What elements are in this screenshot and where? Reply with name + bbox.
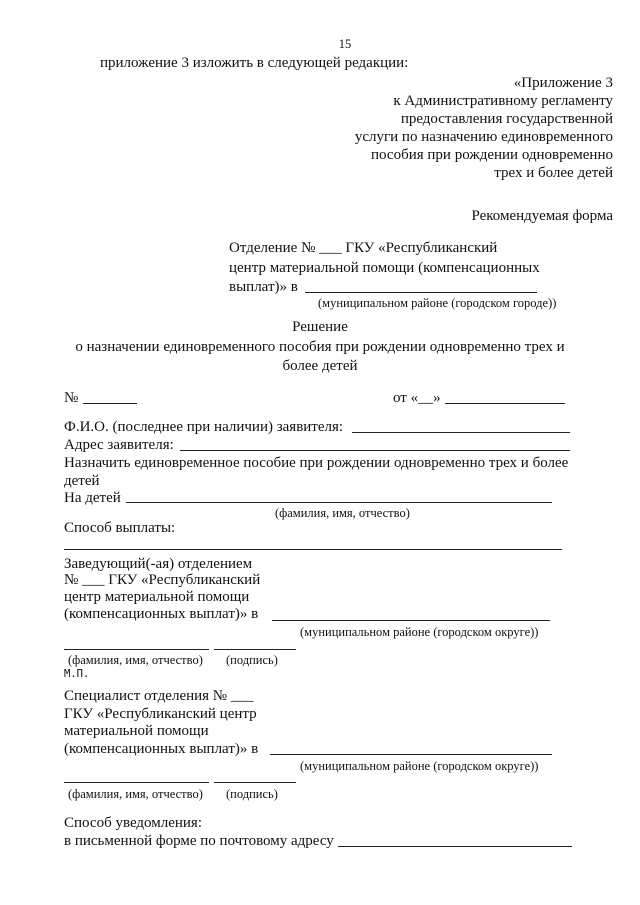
department-line-2: центр материальной помощи (компенсационных [229,260,540,276]
specialist-fio-caption: (фамилия, имя, отчество) [68,787,203,801]
applicant-fio-label: Ф.И.О. (последнее при наличии) заявителя: [64,419,344,435]
stamp-label: М.П. [64,668,90,680]
applicant-fio-field[interactable] [352,432,570,433]
specialist-signature-field[interactable] [214,782,296,783]
decision-date-label: от «__» [393,390,441,406]
appendix-header-line-1: «Приложение 3 [513,75,613,91]
notification-line: в письменной форме по почтовому адресу [64,833,334,849]
appendix-header-line-5: пособия при рождении одновременно [371,147,613,163]
head-signature-caption: (подпись) [226,653,278,667]
notification-label: Способ уведомления: [64,815,203,831]
department-district-caption: (муниципальном районе (городском городе)) [318,296,557,310]
appendix-header-line-4: услуги по назначению единовременного [354,129,613,145]
specialist-line-4: (компенсационных выплат)» в [64,741,259,757]
page-number: 15 [338,37,352,51]
head-line-2: № ___ ГКУ «Республиканский [64,572,261,588]
decision-number-label: № [64,390,79,406]
decision-subtitle-2: более детей [282,358,358,374]
specialist-line-3: материальной помощи [64,723,209,739]
children-field[interactable] [126,502,552,503]
decision-number-field[interactable] [83,403,137,404]
specialist-line-2: ГКУ «Республиканский центр [64,706,257,722]
appendix-header-line-2: к Административному регламенту [393,93,613,109]
intro-text: приложение 3 изложить в следующей редакции: [100,55,409,71]
payment-method-label: Способ выплаты: [64,520,176,536]
appendix-header-line-3: предоставления государственной [400,111,613,127]
specialist-district-caption: (муниципальном районе (городском округе)) [300,759,539,773]
head-fio-field[interactable] [64,649,209,650]
postal-address-field[interactable] [338,846,572,847]
children-label: На детей [64,490,121,506]
children-caption: (фамилия, имя, отчество) [275,506,410,520]
specialist-fio-field[interactable] [64,782,209,783]
head-line-4: (компенсационных выплат)» в [64,606,259,622]
head-district-caption: (муниципальном районе (городском округе)) [300,625,539,639]
applicant-address-label: Адрес заявителя: [64,437,174,453]
head-fio-caption: (фамилия, имя, отчество) [68,653,203,667]
decision-title: Решение [292,319,348,335]
head-line-1: Заведующий(-ая) отделением [64,556,253,572]
appendix-header-line-6: трех и более детей [494,165,613,181]
applicant-address-field[interactable] [180,450,570,451]
department-line-1: Отделение № ___ ГКУ «Республиканский [229,240,498,256]
assign-text-line-2: детей [64,473,100,489]
specialist-line-1: Специалист отделения № ___ [64,688,254,704]
recommended-form-label: Рекомендуемая форма [471,208,613,224]
payment-method-field[interactable] [64,549,562,550]
head-signature-field[interactable] [214,649,296,650]
head-district-field[interactable] [272,620,550,621]
decision-date-field[interactable] [445,403,565,404]
head-line-3: центр материальной помощи [64,589,250,605]
department-district-field[interactable] [305,292,537,293]
specialist-signature-caption: (подпись) [226,787,278,801]
assign-text-line-1: Назначить единовременное пособие при рождении одновременно трех и более [64,455,569,471]
department-line-3: выплат)» в [229,279,298,295]
decision-subtitle-1: о назначении единовременного пособия при рождении одновременно трех и [75,339,565,355]
specialist-district-field[interactable] [270,754,552,755]
